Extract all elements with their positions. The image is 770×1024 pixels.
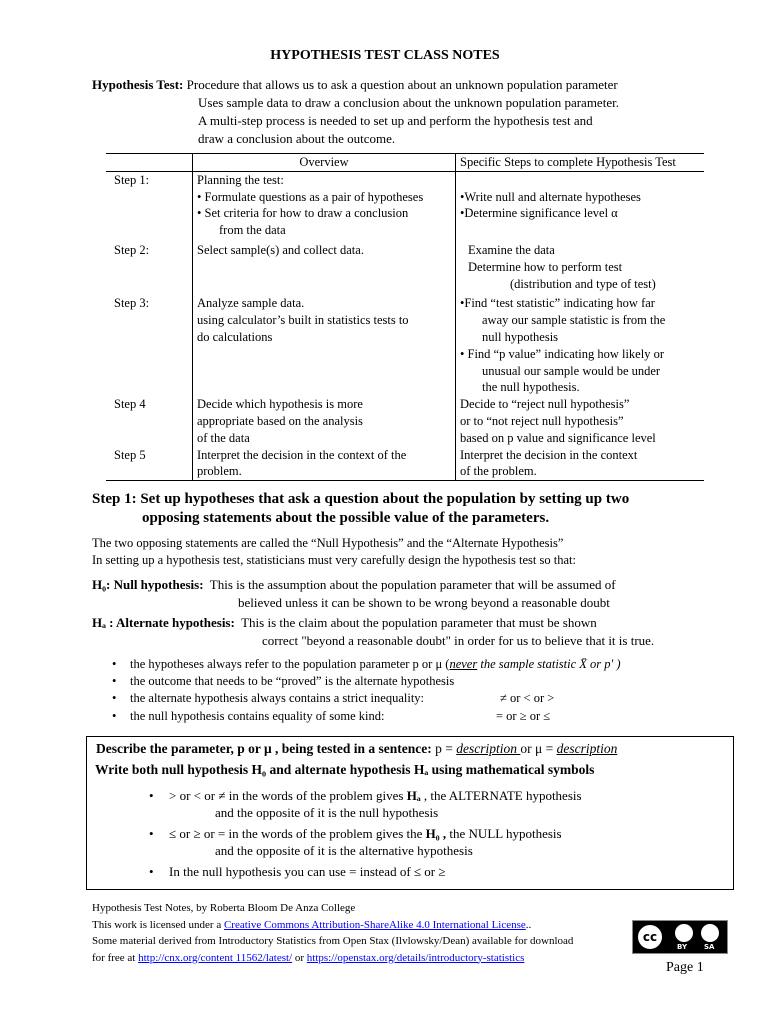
cell-line: the null hypothesis. <box>482 380 580 395</box>
heading-line: Step 1: Set up hypotheses that ask a question about the population by setting up two <box>92 491 630 507</box>
cell-line: Determine how to perform test <box>468 259 623 274</box>
footer <box>92 900 573 966</box>
cell-line: • Find “p value” indicating how likely or <box>460 346 664 361</box>
list-text: > or < or ≠ in the words of the problem gives <box>169 788 407 803</box>
list-text: = or ≥ or ≤ <box>496 708 551 723</box>
specific-cell <box>456 292 705 396</box>
cell-line: unusual our sample would be under <box>482 363 661 378</box>
box-text: or μ = <box>520 741 557 756</box>
h0-label: H₀: Null hypothesis: <box>92 577 204 592</box>
summary-box <box>86 736 734 890</box>
list-text: the hypotheses always refer to the population parameter p or μ ( <box>130 657 450 671</box>
h0-text: believed unless it can be shown to be wrong beyond a reasonable doubt <box>238 595 610 610</box>
paragraph-line: The two opposing statements are called the “Null Hypothesis” and the “Alternate Hypothesis” <box>92 536 564 550</box>
cell-line: problem. <box>197 464 242 479</box>
list-item <box>149 825 582 859</box>
page-number: Page 1 <box>666 960 704 975</box>
overview-cell <box>193 171 456 239</box>
openstax-link[interactable]: https://openstax.org/details/introductory-statistics <box>306 951 525 964</box>
paragraph-line: In setting up a hypothesis test, statisticians must very carefully design the hypothesis test so that: <box>92 553 576 567</box>
list-text: H₀ , <box>425 826 447 841</box>
cell-line: from the data <box>219 223 286 238</box>
list-item <box>112 708 752 725</box>
step-label: Step 3: <box>114 296 150 311</box>
table-row <box>106 292 704 396</box>
step-label: Step 2: <box>114 242 150 257</box>
specific-cell <box>456 171 705 239</box>
cell-line: do calculations <box>197 329 273 344</box>
footer-text: or <box>292 951 307 964</box>
table-row <box>106 171 704 239</box>
definition-line: Uses sample data to draw a conclusion about the unknown population parameter. <box>198 95 619 110</box>
list-text: and the opposite of it is the alternative hypothesis <box>215 843 473 858</box>
cnx-link[interactable]: http://cnx.org/content 11562/latest/ <box>138 951 293 964</box>
list-item <box>112 656 752 673</box>
overview-cell <box>193 292 456 396</box>
specific-cell <box>456 239 705 292</box>
box-line <box>96 741 617 757</box>
page-title: HYPOTHESIS TEST CLASS NOTES <box>270 48 500 63</box>
table-row <box>106 396 704 446</box>
list-text: ≤ or ≥ or = in the words of the problem gives the <box>169 826 426 841</box>
step-label: Step 4 <box>114 397 146 412</box>
cell-line: Decide which hypothesis is more <box>197 397 363 412</box>
description-blank: description <box>556 741 618 756</box>
header-overview: Overview <box>193 154 456 172</box>
list-item: • the outcome that needs to be “proved” is the alternate hypothesis <box>112 673 752 690</box>
ha-text: This is the claim about the population parameter that must be shown <box>241 615 597 630</box>
list-text: the sample statistic X̄ or p′ ) <box>477 657 621 671</box>
cell-line: away our sample statistic is from the <box>482 313 666 328</box>
cell-line: of the data <box>197 430 250 445</box>
overview-cell <box>193 239 456 292</box>
cell-line: Decide to “reject null hypothesis” <box>460 397 630 412</box>
by-icon <box>675 924 693 942</box>
list-text: Hₐ <box>406 788 421 803</box>
hypothesis-test-definition <box>92 76 619 148</box>
footer-text: .. <box>525 918 532 931</box>
by-label: BY <box>677 943 688 951</box>
license-link[interactable]: Creative Commons Attribution-ShareAlike 4.0 International License <box>223 918 526 931</box>
cc-icon: cc <box>636 923 664 951</box>
box-text: p = <box>431 741 457 756</box>
hypothesis-rules-list <box>112 656 752 725</box>
cell-line: • Formulate questions as a pair of hypotheses <box>197 189 424 204</box>
definition-line: A multi-step process is needed to set up and perform the hypothesis test and <box>198 113 593 128</box>
table-cell <box>106 154 193 172</box>
cell-line: or to “not reject null hypothesis” <box>460 413 624 428</box>
intro-paragraph <box>92 535 576 569</box>
cell-line: Interpret the decision in the context <box>460 447 638 462</box>
definition-label: Hypothesis Test: <box>92 77 184 92</box>
steps-table <box>106 153 704 481</box>
list-item: • In the null hypothesis you can use = instead of ≤ or ≥ <box>149 863 582 880</box>
h0-text: This is the assumption about the population parameter that will be assumed of <box>209 577 616 592</box>
footer-line: Some material derived from Introductory Statistics from Open Stax (Ilvlowsky/Dean) available for download <box>92 935 574 947</box>
list-text: and the opposite of it is the null hypothesis <box>215 805 439 820</box>
overview-cell <box>193 396 456 446</box>
list-text: , the ALTERNATE hypothesis <box>420 788 582 803</box>
cell-line: • Set criteria for how to draw a conclusion <box>197 206 409 221</box>
cell-line: Select sample(s) and collect data. <box>197 242 364 257</box>
list-text: the null hypothesis contains equality of some kind: <box>130 708 385 723</box>
cell-line: null hypothesis <box>482 329 559 344</box>
description-blank: description <box>456 741 521 756</box>
cell-line: •Write null and alternate hypotheses <box>460 189 641 204</box>
sa-label: SA <box>704 943 715 951</box>
list-text: ≠ or < or > <box>500 691 555 706</box>
box-line: Write both null hypothesis H₀ and alternate hypothesis Hₐ using mathematical symbols <box>95 762 595 777</box>
table-row <box>106 447 704 481</box>
footer-line <box>92 917 573 934</box>
specific-cell <box>456 396 705 446</box>
specific-cell <box>456 447 705 481</box>
step-label: Step 1: <box>114 172 150 187</box>
sa-icon <box>701 924 719 942</box>
footer-line <box>92 950 573 967</box>
cell-line: Interpret the decision in the context of the <box>197 447 407 462</box>
alternate-hypothesis-definition <box>92 614 654 650</box>
cell-line: appropriate based on the analysis <box>197 413 363 428</box>
null-hypothesis-definition <box>92 576 616 612</box>
list-text: the NULL hypothesis <box>446 826 562 841</box>
list-text: never <box>449 657 478 671</box>
list-item <box>112 690 752 707</box>
table-header-row <box>106 154 704 172</box>
cell-line: using calculator’s built in statistics tests to <box>197 313 409 328</box>
cell-line: Analyze sample data. <box>197 296 305 311</box>
footer-line: Hypothesis Test Notes, by Roberta Bloom De Anza College <box>92 902 356 914</box>
definition-line: draw a conclusion about the outcome. <box>198 131 396 146</box>
header-specific-steps: Specific Steps to complete Hypothesis Test <box>456 154 705 172</box>
overview-cell <box>193 447 456 481</box>
list-text: the alternate hypothesis always contains a strict inequality: <box>130 691 425 706</box>
ha-text: correct "beyond a reasonable doubt" in order for us to believe that it is true. <box>262 633 655 648</box>
cell-line: Examine the data <box>468 242 555 257</box>
list-item <box>149 787 582 821</box>
box-list <box>149 787 582 884</box>
cell-line: •Find “test statistic” indicating how far <box>460 296 655 311</box>
box-text: Describe the parameter, p or μ , being tested in a sentence: <box>96 741 432 756</box>
cell-line: Planning the test: <box>197 172 284 187</box>
ha-label: Hₐ : Alternate hypothesis: <box>92 615 235 630</box>
cell-line: (distribution and type of test) <box>510 276 656 291</box>
definition-line: Procedure that allows us to ask a question about an unknown population parameter <box>186 77 618 92</box>
cell-line: of the problem. <box>460 464 537 479</box>
cell-line: based on p value and significance level <box>460 430 656 445</box>
heading-line: opposing statements about the possible value of the parameters. <box>142 510 550 526</box>
step-label: Step 5 <box>106 447 193 481</box>
footer-text: for free at <box>92 951 139 964</box>
cc-by-sa-badge[interactable] <box>632 920 728 954</box>
footer-text: This work is licensed under a <box>92 918 224 931</box>
cell-line: •Determine significance level α <box>460 206 618 221</box>
table-row <box>106 239 704 292</box>
step1-heading <box>92 490 712 528</box>
